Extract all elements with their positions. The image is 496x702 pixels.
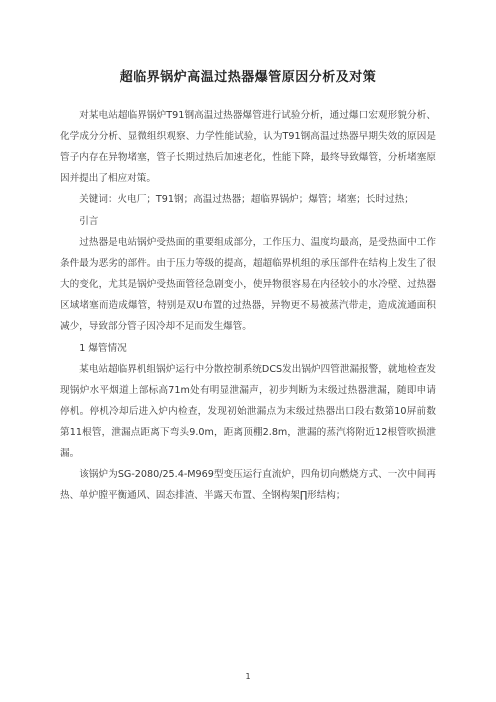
- document-title: 超临界锅炉高温过热器爆管原因分析及对策: [119, 70, 377, 85]
- intro-heading: 引言: [79, 216, 99, 227]
- section1-paragraph: 某电站超临界机组锅炉运行中分散控制系统DCS发出锅炉四管泄漏报警，就地检查发现锅炉水平烟道上部标高71m处有明显泄漏声，初步判断为末级过热器泄漏，随即申请停机。停机冷却后进入炉内检查，发现初始泄漏点为末级过热器出口段右数第10屏前数第11根管，泄漏点距离下弯头9.0m，距离顶棚2.8m，泄漏的蒸汽将附近12根管吹损泄漏。: [60, 364, 436, 459]
- intro-paragraph: 过热器是电站锅炉受热面的重要组成部分，工作压力、温度均最高，是受热面中工作条件最为恶劣的部件。由于压力等级的提高，超超临界机组的承压部件在结构上发生了很大的变化，尤其是锅炉受热面管径急剧变小，使异物很容易在内径较小的水冷壁、过热器区域堵塞而造成爆管，特别是双U布置的过热器，异物更不易被蒸汽带走，造成流通面积减少，导致部分管子因冷却不足而发生爆管。: [60, 237, 436, 332]
- keywords-paragraph: 关键词：火电厂；T91钢；高温过热器；超临界锅炉；爆管；堵塞；长时过热；: [79, 194, 414, 205]
- section1-paragraph-2: 该锅炉为SG-2080/25.4-M969型变压运行直流炉，四角切向燃烧方式、一次中间再热、单炉膛平衡通风、固态排渣、半露天布置、全钢构架∏形结构；: [60, 469, 436, 501]
- abstract-paragraph: 对某电站超临界锅炉T91钢高温过热器爆管进行试验分析，通过爆口宏观形貌分析、化学成分分析、显微组织观察、力学性能试验，认为T91钢高温过热器早期失效的原因是管子内存在异物堵塞，管子长期过热后加速老化，性能下降，最终导致爆管，分析堵塞原因并提出了相应对策。: [60, 110, 436, 184]
- section1-heading: 1 爆管情况: [79, 343, 127, 354]
- page-number: 1: [245, 672, 251, 681]
